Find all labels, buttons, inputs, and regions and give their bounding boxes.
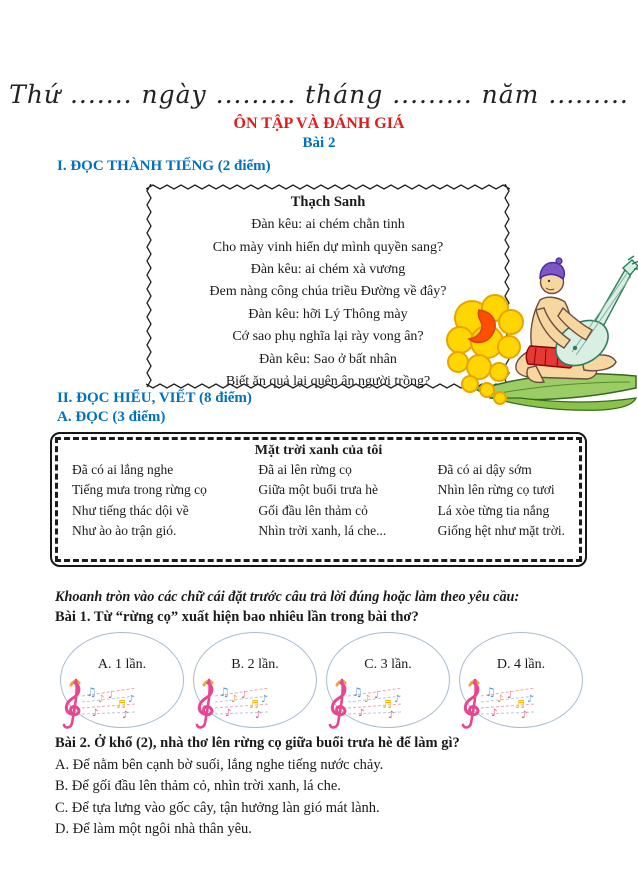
svg-text:♪: ♪ [128,694,135,705]
poem-title: Thạch Sanh [290,194,366,210]
svg-text:♪: ♪ [394,694,401,705]
svg-text:♪: ♪ [358,708,365,719]
instruction-line: Khoanh tròn vào các chữ cái đặt trước câu trả lời đúng hoặc làm theo yêu cầu: [55,589,520,605]
section-2-heading: II. ĐỌC HIỂU, VIẾT (8 điểm) [57,390,252,406]
poem-line: Lá xòe từng tia nắng [437,502,550,518]
poem-column-3 [438,460,565,541]
svg-text:♬: ♬ [382,698,392,711]
svg-text:♫: ♫ [352,685,363,699]
poem-line: Nhìn trời xanh, lá che... [258,522,387,538]
poem-line: Giống hệt như mặt trời. [437,522,565,538]
svg-text:♪: ♪ [225,708,232,719]
option-label: A. 1 lần. [97,657,147,672]
svg-text:♫: ♫ [485,685,496,699]
question-2-answers [55,755,383,841]
section-1-heading: I. ĐỌC THÀNH TIẾNG (2 điểm) [57,158,271,174]
poem-line: Cho mày vinh hiển dự mình quyền sang? [212,239,444,255]
svg-text:♪: ♪ [491,708,498,719]
section-2a-heading: A. ĐỌC (3 điểm) [57,409,166,425]
poem-box-inner [55,437,582,562]
poem-line: Đàn kêu: Sao ở bất nhân [259,351,397,367]
option-label: B. 2 lần. [231,657,279,672]
svg-text:♩: ♩ [374,690,379,701]
music-notes-icon [457,678,539,732]
svg-text:♪: ♪ [122,710,129,721]
option-c[interactable] [326,632,450,728]
poem-line: Nhìn lên rừng cọ tươi [437,482,555,498]
date-line: Thứ ....... ngày ......... tháng ......... năm ......... [9,80,629,109]
music-notes-icon [58,678,140,732]
poem-box-mat-troi-xanh [50,432,587,567]
svg-text:♪: ♪ [231,694,238,705]
poem-line: Đã có ai lắng nghe [72,462,174,477]
poem-line: Đã ai lên rừng cọ [258,462,352,477]
svg-text:♬: ♬ [116,698,126,711]
poem-columns [70,460,567,541]
poem-line: Đàn kêu: hỡi Lý Thông mày [248,306,408,322]
svg-text:♪: ♪ [261,694,268,705]
poem-line: Cớ sao phụ nghĩa lại rày vong ân? [232,329,424,345]
option-label: D. 4 lần. [496,657,546,672]
svg-text:♪: ♪ [92,708,99,719]
option-d[interactable] [459,632,583,728]
option-a[interactable] [60,632,184,728]
poem-line: Giữa một buổi trưa hè [258,482,378,498]
svg-text:♪: ♪ [527,694,534,705]
poem-line: Đàn kêu: ai chém chằn tinh [251,217,405,233]
answer-c[interactable]: C. Để tựa lưng vào gốc cây, tận hưởng làn gió mát lành. [55,799,380,816]
svg-text:♬: ♬ [249,698,259,711]
poem-line: Biết ăn quả lại quên ân người trồng? [225,373,431,389]
poem-title: Mặt trời xanh của tôi [254,443,383,458]
music-notes-icon [324,678,406,732]
poem-column-2 [258,460,386,541]
svg-text:♫: ♫ [219,685,230,699]
poem-line: Đem nàng công chúa triều Đường về đây? [209,284,447,300]
svg-text:♪: ♪ [497,694,504,705]
question-2-prompt: Bài 2. Ở khổ (2), nhà thơ lên rừng cọ giữa buổi trưa hè để làm gì? [55,735,460,751]
poem-line: Đã có ai dậy sớm [437,462,532,477]
svg-text:♪: ♪ [98,694,105,705]
poem-line: Tiếng mưa trong rừng cọ [72,482,207,498]
svg-text:♫: ♫ [86,685,97,699]
thach-sanh-lute-player-illustration [432,248,638,430]
svg-text:♩: ♩ [108,690,113,701]
option-label: C. 3 lần. [364,657,412,672]
svg-text:♬: ♬ [515,698,525,711]
poem-line: Như ào ào trận gió. [72,522,177,538]
svg-text:♪: ♪ [521,710,528,721]
poem-line: Gối đầu lên thảm cỏ [258,502,368,518]
answer-d[interactable]: D. Để làm một ngôi nhà thân yêu. [55,821,252,838]
svg-text:♪: ♪ [364,694,371,705]
music-notes-icon [191,678,273,732]
poem-line: Như tiếng thác dội về [72,502,189,518]
svg-text:♩: ♩ [507,690,512,701]
svg-text:♪: ♪ [388,710,395,721]
answer-b[interactable]: B. Để gối đầu lên thảm cỏ, nhìn trời xanh, lá che. [55,778,341,795]
question-1-options [60,632,583,728]
svg-text:♩: ♩ [241,690,246,701]
svg-text:♪: ♪ [255,710,262,721]
answer-a[interactable]: A. Để nằm bên cạnh bờ suối, lắng nghe tiếng nước chảy. [55,757,384,773]
page-title: ÔN TẬP VÀ ĐÁNH GIÁ [233,115,405,132]
question-1-prompt: Bài 1. Từ “rừng cọ” xuất hiện bao nhiêu lần trong bài thơ? [55,609,419,625]
poem-line: Đàn kêu: ai chém xà vương [250,261,406,277]
poem-column-1 [72,460,207,541]
lesson-number: Bài 2 [302,135,336,151]
option-b[interactable] [193,632,317,728]
